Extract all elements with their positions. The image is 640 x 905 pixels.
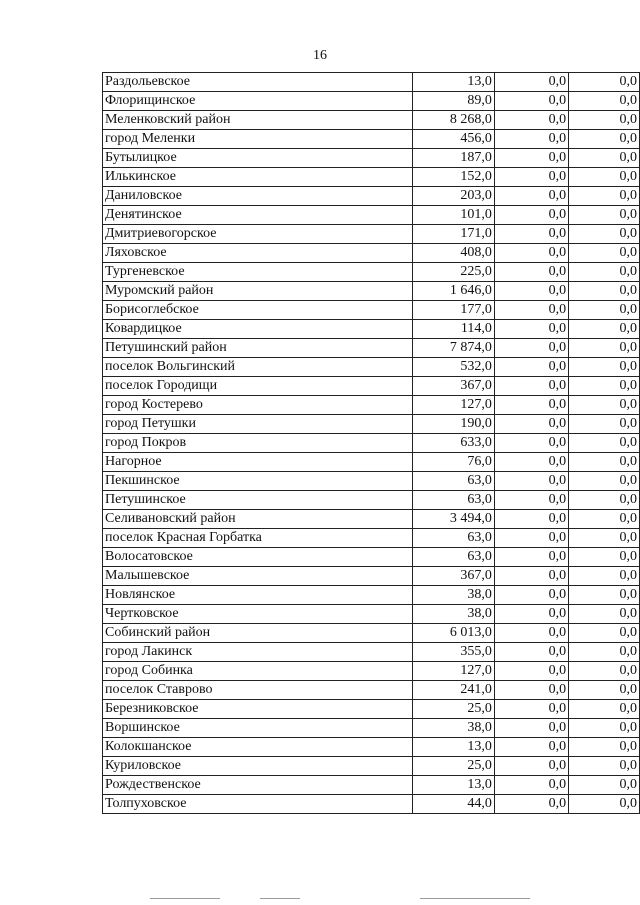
row-value-1-cell: 6 013,0 <box>413 624 495 643</box>
row-value-3-cell: 0,0 <box>569 700 640 719</box>
table-row <box>103 605 640 624</box>
row-value-3-cell: 0,0 <box>569 130 640 149</box>
row-name-cell: Илькинское <box>103 168 413 187</box>
table-row <box>103 225 640 244</box>
row-value-1-cell: 187,0 <box>413 149 495 168</box>
row-value-3-cell: 0,0 <box>569 567 640 586</box>
table-row <box>103 263 640 282</box>
row-value-1-cell: 76,0 <box>413 453 495 472</box>
row-value-3-cell: 0,0 <box>569 301 640 320</box>
row-value-3-cell: 0,0 <box>569 396 640 415</box>
row-value-1-cell: 225,0 <box>413 263 495 282</box>
table-row <box>103 168 640 187</box>
row-value-3-cell: 0,0 <box>569 491 640 510</box>
table-row <box>103 624 640 643</box>
row-name-cell: город Покров <box>103 434 413 453</box>
row-value-2-cell: 0,0 <box>494 453 568 472</box>
row-value-1-cell: 1 646,0 <box>413 282 495 301</box>
row-name-cell: Малышевское <box>103 567 413 586</box>
row-value-2-cell: 0,0 <box>494 73 568 92</box>
row-name-cell: Воршинское <box>103 719 413 738</box>
table-row <box>103 548 640 567</box>
row-value-3-cell: 0,0 <box>569 434 640 453</box>
row-value-3-cell: 0,0 <box>569 149 640 168</box>
row-name-cell: Пекшинское <box>103 472 413 491</box>
scan-artifact <box>150 898 220 899</box>
table-row <box>103 434 640 453</box>
table-row <box>103 586 640 605</box>
table-row <box>103 529 640 548</box>
row-value-1-cell: 38,0 <box>413 719 495 738</box>
row-value-2-cell: 0,0 <box>494 225 568 244</box>
table-row <box>103 282 640 301</box>
row-name-cell: Рождественское <box>103 776 413 795</box>
row-value-2-cell: 0,0 <box>494 681 568 700</box>
row-value-3-cell: 0,0 <box>569 681 640 700</box>
row-value-3-cell: 0,0 <box>569 339 640 358</box>
row-name-cell: Даниловское <box>103 187 413 206</box>
table-row <box>103 339 640 358</box>
row-value-2-cell: 0,0 <box>494 586 568 605</box>
row-name-cell: Ляховское <box>103 244 413 263</box>
row-name-cell: город Костерево <box>103 396 413 415</box>
row-name-cell: поселок Красная Горбатка <box>103 529 413 548</box>
table-row <box>103 776 640 795</box>
row-value-3-cell: 0,0 <box>569 168 640 187</box>
row-value-3-cell: 0,0 <box>569 529 640 548</box>
row-value-1-cell: 355,0 <box>413 643 495 662</box>
row-value-1-cell: 13,0 <box>413 738 495 757</box>
row-name-cell: Петушинское <box>103 491 413 510</box>
row-value-1-cell: 152,0 <box>413 168 495 187</box>
row-value-2-cell: 0,0 <box>494 700 568 719</box>
scan-artifact <box>420 898 530 899</box>
row-value-2-cell: 0,0 <box>494 757 568 776</box>
row-name-cell: Тургеневское <box>103 263 413 282</box>
row-name-cell: Березниковское <box>103 700 413 719</box>
row-value-2-cell: 0,0 <box>494 643 568 662</box>
row-value-1-cell: 8 268,0 <box>413 111 495 130</box>
table-row <box>103 396 640 415</box>
table-row <box>103 643 640 662</box>
row-value-2-cell: 0,0 <box>494 244 568 263</box>
row-value-1-cell: 367,0 <box>413 567 495 586</box>
row-value-2-cell: 0,0 <box>494 339 568 358</box>
row-value-1-cell: 25,0 <box>413 700 495 719</box>
row-value-2-cell: 0,0 <box>494 415 568 434</box>
row-value-1-cell: 456,0 <box>413 130 495 149</box>
row-value-3-cell: 0,0 <box>569 187 640 206</box>
row-value-1-cell: 3 494,0 <box>413 510 495 529</box>
row-name-cell: Дмитриевогорское <box>103 225 413 244</box>
row-name-cell: Петушинский район <box>103 339 413 358</box>
row-value-2-cell: 0,0 <box>494 548 568 567</box>
table-row <box>103 187 640 206</box>
row-name-cell: Нагорное <box>103 453 413 472</box>
table-row <box>103 700 640 719</box>
row-name-cell: Собинский район <box>103 624 413 643</box>
row-value-3-cell: 0,0 <box>569 662 640 681</box>
row-value-2-cell: 0,0 <box>494 510 568 529</box>
row-name-cell: Селивановский район <box>103 510 413 529</box>
table-row <box>103 795 640 814</box>
row-value-1-cell: 114,0 <box>413 320 495 339</box>
row-value-1-cell: 25,0 <box>413 757 495 776</box>
row-value-1-cell: 127,0 <box>413 662 495 681</box>
table-row <box>103 738 640 757</box>
row-value-3-cell: 0,0 <box>569 358 640 377</box>
row-value-1-cell: 38,0 <box>413 586 495 605</box>
row-value-2-cell: 0,0 <box>494 738 568 757</box>
row-value-3-cell: 0,0 <box>569 624 640 643</box>
row-value-2-cell: 0,0 <box>494 187 568 206</box>
row-value-3-cell: 0,0 <box>569 225 640 244</box>
row-value-2-cell: 0,0 <box>494 206 568 225</box>
row-value-3-cell: 0,0 <box>569 472 640 491</box>
table-row <box>103 472 640 491</box>
row-value-3-cell: 0,0 <box>569 92 640 111</box>
table-row <box>103 358 640 377</box>
row-value-2-cell: 0,0 <box>494 130 568 149</box>
table-row <box>103 377 640 396</box>
row-name-cell: Толпуховское <box>103 795 413 814</box>
row-value-1-cell: 63,0 <box>413 491 495 510</box>
row-value-2-cell: 0,0 <box>494 776 568 795</box>
row-value-1-cell: 63,0 <box>413 472 495 491</box>
row-value-1-cell: 203,0 <box>413 187 495 206</box>
row-value-3-cell: 0,0 <box>569 453 640 472</box>
row-value-3-cell: 0,0 <box>569 263 640 282</box>
row-name-cell: Денятинское <box>103 206 413 225</box>
row-value-2-cell: 0,0 <box>494 111 568 130</box>
table-row <box>103 244 640 263</box>
row-value-3-cell: 0,0 <box>569 73 640 92</box>
row-value-2-cell: 0,0 <box>494 263 568 282</box>
row-value-2-cell: 0,0 <box>494 567 568 586</box>
row-value-2-cell: 0,0 <box>494 358 568 377</box>
table-row <box>103 206 640 225</box>
row-value-3-cell: 0,0 <box>569 415 640 434</box>
row-value-2-cell: 0,0 <box>494 320 568 339</box>
row-value-3-cell: 0,0 <box>569 605 640 624</box>
row-value-3-cell: 0,0 <box>569 795 640 814</box>
row-name-cell: город Петушки <box>103 415 413 434</box>
row-value-1-cell: 13,0 <box>413 776 495 795</box>
row-name-cell: поселок Вольгинский <box>103 358 413 377</box>
table-body <box>103 73 640 814</box>
row-value-3-cell: 0,0 <box>569 320 640 339</box>
row-value-1-cell: 101,0 <box>413 206 495 225</box>
row-name-cell: поселок Городищи <box>103 377 413 396</box>
row-value-1-cell: 177,0 <box>413 301 495 320</box>
row-name-cell: поселок Ставрово <box>103 681 413 700</box>
row-value-1-cell: 367,0 <box>413 377 495 396</box>
table-row <box>103 719 640 738</box>
row-value-3-cell: 0,0 <box>569 776 640 795</box>
row-name-cell: Борисоглебское <box>103 301 413 320</box>
row-name-cell: Муромский район <box>103 282 413 301</box>
table-row <box>103 320 640 339</box>
row-value-2-cell: 0,0 <box>494 529 568 548</box>
row-name-cell: Чертковское <box>103 605 413 624</box>
row-value-1-cell: 190,0 <box>413 415 495 434</box>
row-value-2-cell: 0,0 <box>494 282 568 301</box>
row-value-2-cell: 0,0 <box>494 149 568 168</box>
row-name-cell: Флорищинское <box>103 92 413 111</box>
row-name-cell: Куриловское <box>103 757 413 776</box>
allocation-table <box>102 72 640 814</box>
row-value-1-cell: 7 874,0 <box>413 339 495 358</box>
row-value-1-cell: 241,0 <box>413 681 495 700</box>
row-value-1-cell: 63,0 <box>413 548 495 567</box>
row-value-3-cell: 0,0 <box>569 719 640 738</box>
row-name-cell: Колокшанское <box>103 738 413 757</box>
row-value-2-cell: 0,0 <box>494 624 568 643</box>
row-value-1-cell: 13,0 <box>413 73 495 92</box>
row-name-cell: Ковардицкое <box>103 320 413 339</box>
row-value-3-cell: 0,0 <box>569 244 640 263</box>
row-name-cell: Волосатовское <box>103 548 413 567</box>
row-name-cell: город Собинка <box>103 662 413 681</box>
table-row <box>103 453 640 472</box>
table-row <box>103 301 640 320</box>
row-value-1-cell: 532,0 <box>413 358 495 377</box>
row-name-cell: город Меленки <box>103 130 413 149</box>
row-value-1-cell: 171,0 <box>413 225 495 244</box>
row-value-3-cell: 0,0 <box>569 111 640 130</box>
row-value-1-cell: 38,0 <box>413 605 495 624</box>
row-value-3-cell: 0,0 <box>569 586 640 605</box>
table-row <box>103 491 640 510</box>
row-value-3-cell: 0,0 <box>569 510 640 529</box>
page-number: 16 <box>313 48 327 63</box>
row-value-2-cell: 0,0 <box>494 301 568 320</box>
row-value-1-cell: 63,0 <box>413 529 495 548</box>
table-row <box>103 662 640 681</box>
table-row <box>103 681 640 700</box>
row-value-1-cell: 127,0 <box>413 396 495 415</box>
row-value-1-cell: 44,0 <box>413 795 495 814</box>
row-value-2-cell: 0,0 <box>494 719 568 738</box>
row-value-2-cell: 0,0 <box>494 491 568 510</box>
row-value-2-cell: 0,0 <box>494 662 568 681</box>
row-value-2-cell: 0,0 <box>494 795 568 814</box>
row-value-2-cell: 0,0 <box>494 605 568 624</box>
table-row <box>103 130 640 149</box>
table-row <box>103 92 640 111</box>
row-name-cell: Меленковский район <box>103 111 413 130</box>
row-value-3-cell: 0,0 <box>569 548 640 567</box>
row-value-2-cell: 0,0 <box>494 396 568 415</box>
row-value-2-cell: 0,0 <box>494 472 568 491</box>
row-name-cell: Бутылицкое <box>103 149 413 168</box>
table-row <box>103 73 640 92</box>
row-value-3-cell: 0,0 <box>569 738 640 757</box>
row-value-3-cell: 0,0 <box>569 643 640 662</box>
row-name-cell: Новлянское <box>103 586 413 605</box>
row-value-2-cell: 0,0 <box>494 434 568 453</box>
row-value-3-cell: 0,0 <box>569 282 640 301</box>
scan-artifact <box>260 898 300 899</box>
table-row <box>103 415 640 434</box>
row-value-2-cell: 0,0 <box>494 92 568 111</box>
row-name-cell: Раздольевское <box>103 73 413 92</box>
row-value-3-cell: 0,0 <box>569 206 640 225</box>
table-row <box>103 567 640 586</box>
row-value-2-cell: 0,0 <box>494 168 568 187</box>
table-row <box>103 757 640 776</box>
table-row <box>103 149 640 168</box>
row-value-3-cell: 0,0 <box>569 377 640 396</box>
table-row <box>103 510 640 529</box>
row-value-1-cell: 89,0 <box>413 92 495 111</box>
row-value-1-cell: 408,0 <box>413 244 495 263</box>
row-value-2-cell: 0,0 <box>494 377 568 396</box>
row-value-1-cell: 633,0 <box>413 434 495 453</box>
table-row <box>103 111 640 130</box>
row-name-cell: город Лакинск <box>103 643 413 662</box>
row-value-3-cell: 0,0 <box>569 757 640 776</box>
